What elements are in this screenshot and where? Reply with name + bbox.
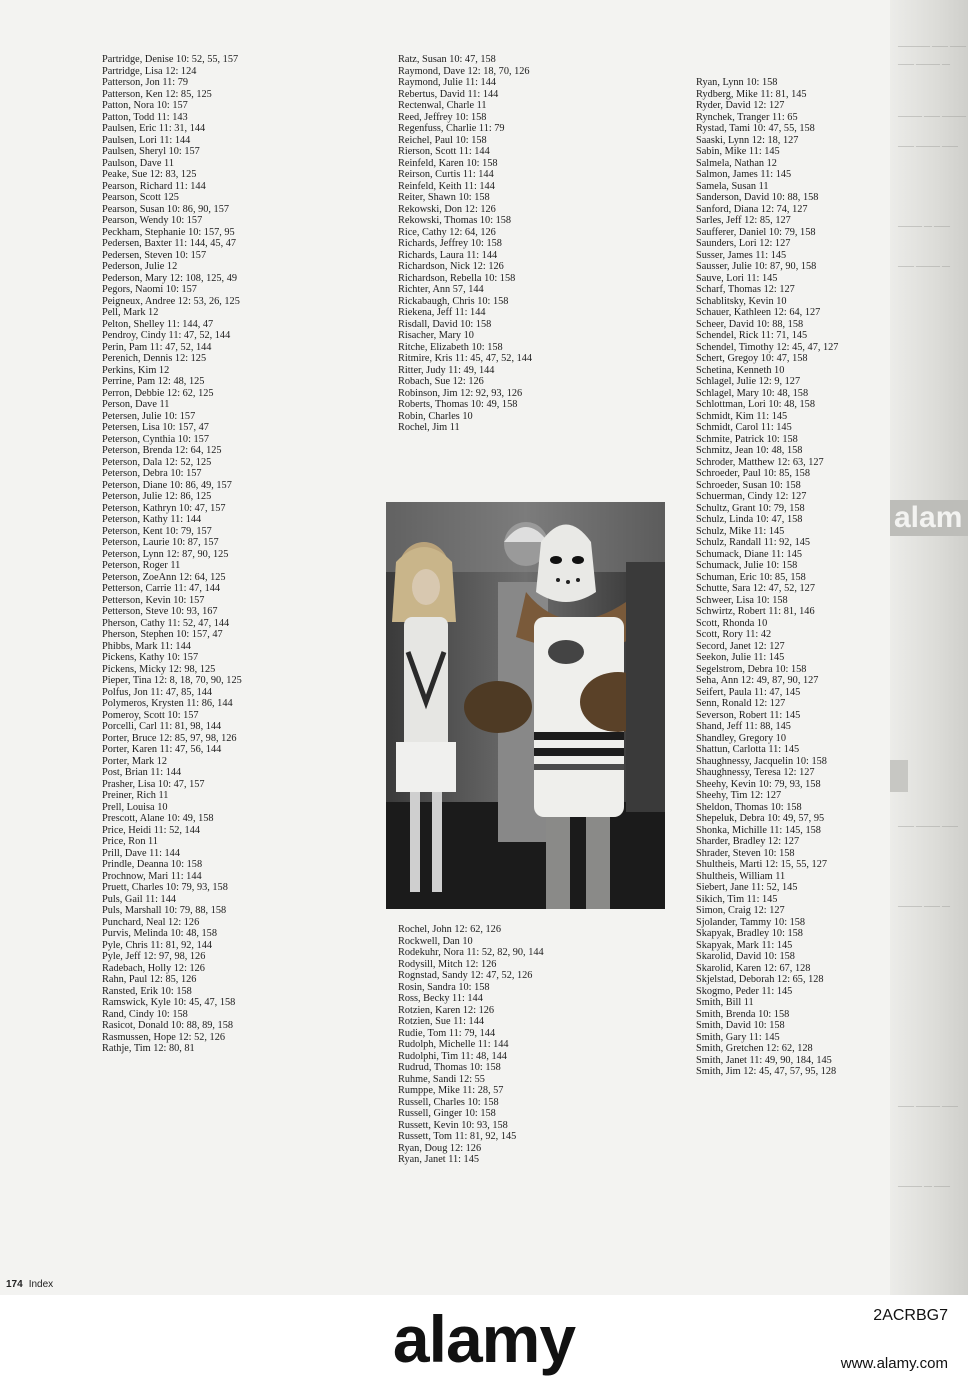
index-entry: Senn, Ronald 12: 127 bbox=[696, 698, 786, 709]
index-entry: Rand, Cindy 10: 158 bbox=[102, 1008, 188, 1020]
index-entry: Peake, Sue 12: 83, 125 bbox=[102, 169, 197, 180]
index-entry: Peterson, Diane 10: 86, 49, 157 bbox=[102, 479, 232, 491]
index-entry: Schmidt, Kim 11: 145 bbox=[696, 410, 788, 422]
photo-illustration bbox=[386, 502, 665, 909]
index-entry: Reichel, Paul 10: 158 bbox=[398, 134, 487, 146]
index-entry: Rystad, Tami 10: 47, 55, 158 bbox=[696, 123, 815, 134]
index-entry: Schetina, Kenneth 10 bbox=[696, 364, 785, 376]
index-entry: Richardson, Rebella 10: 158 bbox=[398, 272, 516, 284]
index-entry: Sanford, Diana 12: 74, 127 bbox=[696, 203, 808, 215]
index-entry: Ruhme, Sandi 12: 55 bbox=[398, 1073, 485, 1085]
index-entry: Sausser, Julie 10: 87, 90, 158 bbox=[696, 261, 817, 272]
index-entry: Post, Brian 11: 144 bbox=[102, 767, 182, 778]
index-entry: Richter, Ann 57, 144 bbox=[398, 284, 484, 295]
index-entry: Schwirtz, Robert 11: 81, 146 bbox=[696, 606, 815, 617]
index-entry: Schutte, Sara 12: 47, 52, 127 bbox=[696, 583, 815, 594]
index-entry: Rekowski, Thomas 10: 158 bbox=[398, 215, 512, 226]
index-entry: Rudie, Tom 11: 79, 144 bbox=[398, 1027, 496, 1039]
index-entry: Smith, Gary 11: 145 bbox=[696, 1031, 780, 1043]
index-entry: Rickabaugh, Chris 10: 158 bbox=[398, 295, 509, 307]
index-entry: Peterson, Cynthia 10: 157 bbox=[102, 433, 209, 445]
index-entry: Schmidt, Carol 11: 145 bbox=[696, 422, 792, 433]
index-entry: Sikich, Tim 11: 145 bbox=[696, 893, 778, 905]
index-entry: Peckham, Stephanie 10: 157, 95 bbox=[102, 226, 235, 238]
index-entry: Polfus, Jon 11: 47, 85, 144 bbox=[102, 686, 213, 698]
stock-watermark-banner bbox=[0, 1295, 968, 1390]
index-entry: Price, Ron 11 bbox=[102, 836, 158, 847]
index-entry: Schlottman, Lori 10: 48, 158 bbox=[696, 399, 815, 410]
index-entry: Shaughnessy, Teresa 12: 127 bbox=[696, 767, 815, 778]
index-entry: Ross, Becky 11: 144 bbox=[398, 993, 483, 1004]
index-entry: Prasher, Lisa 10: 47, 157 bbox=[102, 778, 205, 790]
index-entry: Ratz, Susan 10: 47, 158 bbox=[398, 54, 496, 65]
index-entry: Ritmire, Kris 11: 45, 47, 52, 144 bbox=[398, 353, 533, 364]
index-entry: Pelton, Shelley 11: 144, 47 bbox=[102, 318, 214, 330]
index-entry: Schulz, Randall 11: 92, 145 bbox=[696, 537, 811, 548]
index-entry: Risacher, Mary 10 bbox=[398, 330, 474, 341]
index-entry: Peterson, Roger 11 bbox=[102, 560, 181, 571]
index-entry: Purvis, Melinda 10: 48, 158 bbox=[102, 928, 217, 939]
index-entry: Robinson, Jim 12: 92, 93, 126 bbox=[398, 387, 523, 399]
index-entry: Peterson, Debra 10: 157 bbox=[102, 468, 202, 479]
index-entry: Prell, Louisa 10 bbox=[102, 801, 168, 813]
image-id: 2ACRBG7 bbox=[873, 1307, 948, 1324]
site-url: www.alamy.com bbox=[840, 1355, 948, 1372]
index-entry: Scott, Rory 11: 42 bbox=[696, 629, 772, 640]
index-entry: Roberts, Thomas 10: 49, 158 bbox=[398, 399, 518, 410]
index-column-3 bbox=[696, 77, 838, 1078]
index-entry: Ritter, Judy 11: 49, 144 bbox=[398, 364, 495, 376]
index-entry: Peterson, Laurie 10: 87, 157 bbox=[102, 537, 219, 548]
index-entry: Schumack, Diane 11: 145 bbox=[696, 548, 802, 560]
alamy-logo: alamy bbox=[392, 1302, 576, 1376]
index-entry: Porcelli, Carl 11: 81, 98, 144 bbox=[102, 721, 222, 732]
index-entry: Russett, Tom 11: 81, 92, 145 bbox=[398, 1131, 517, 1142]
index-entry: Rochel, John 12: 62, 126 bbox=[398, 924, 501, 935]
index-entry: Reirson, Curtis 11: 144 bbox=[398, 169, 494, 180]
index-entry: Russett, Kevin 10: 93, 158 bbox=[398, 1119, 508, 1131]
index-entry: Peterson, Lynn 12: 87, 90, 125 bbox=[102, 548, 229, 560]
index-entry: Pedersen, Baxter 11: 144, 45, 47 bbox=[102, 238, 237, 249]
index-entry: Radebach, Holly 12: 126 bbox=[102, 962, 205, 974]
index-entry: Sheehy, Tim 12: 127 bbox=[696, 790, 782, 801]
index-entry: Rahn, Paul 12: 85, 126 bbox=[102, 974, 197, 985]
index-entry: Porter, Bruce 12: 85, 97, 98, 126 bbox=[102, 732, 237, 744]
index-entry: Sjolander, Tammy 10: 158 bbox=[696, 916, 806, 928]
index-entry: Schendel, Timothy 12: 45, 47, 127 bbox=[696, 341, 839, 353]
index-entry: Porter, Mark 12 bbox=[102, 755, 168, 767]
index-entry: Pieper, Tina 12: 8, 18, 70, 90, 125 bbox=[102, 675, 242, 686]
index-entry: Scheer, David 10: 88, 158 bbox=[696, 318, 804, 330]
index-entry: Sheldon, Thomas 10: 158 bbox=[696, 801, 802, 813]
index-entry: Perenich, Dennis 12: 125 bbox=[102, 353, 207, 364]
index-entry: Risdall, David 10: 158 bbox=[398, 318, 492, 330]
index-entry: Prindle, Deanna 10: 158 bbox=[102, 859, 203, 870]
index-column-1 bbox=[102, 54, 242, 1055]
index-entry: Pickens, Micky 12: 98, 125 bbox=[102, 663, 216, 675]
index-entry: Rodysill, Mitch 12: 126 bbox=[398, 958, 497, 970]
facing-page-bleed: ———— —— —— —— ——— — ——— —— ——— —— ——— —— ——— — —— —— ——— — alam —— ——— —— ——— —— — —— ——— —— ——— — —— bbox=[890, 0, 968, 1295]
index-entry: Schroeder, Paul 10: 85, 158 bbox=[696, 468, 810, 479]
index-entry: Peterson, Julie 12: 86, 125 bbox=[102, 491, 212, 502]
index-entry: Skjelstad, Deborah 12: 65, 128 bbox=[696, 974, 824, 985]
index-entry: Schmite, Patrick 10: 158 bbox=[696, 433, 798, 445]
index-entry: Pyle, Jeff 12: 97, 98, 126 bbox=[102, 951, 206, 962]
index-entry: Smith, Gretchen 12: 62, 128 bbox=[696, 1043, 813, 1054]
index-entry: Prochnow, Mari 11: 144 bbox=[102, 870, 202, 882]
index-entry: Scott, Rhonda 10 bbox=[696, 617, 768, 629]
index-entry: Shrader, Steven 10: 158 bbox=[696, 847, 795, 859]
index-entry: Perin, Pam 11: 47, 52, 144 bbox=[102, 341, 212, 353]
index-entry: Saunders, Lori 12: 127 bbox=[696, 238, 791, 249]
index-entry: Reinfeld, Karen 10: 158 bbox=[398, 157, 498, 169]
index-entry: Ryder, David 12: 127 bbox=[696, 100, 785, 111]
index-entry: Rudolph, Michelle 11: 144 bbox=[398, 1039, 509, 1050]
index-entry: Richards, Jeffrey 10: 158 bbox=[398, 238, 502, 249]
index-entry: Skarolid, Karen 12: 67, 128 bbox=[696, 962, 811, 974]
index-entry: Schultz, Grant 10: 79, 158 bbox=[696, 502, 805, 514]
index-entry: Peterson, Kent 10: 79, 157 bbox=[102, 525, 212, 537]
index-entry: Rebertus, David 11: 144 bbox=[398, 88, 499, 100]
index-entry: Punchard, Neal 12: 126 bbox=[102, 916, 200, 928]
index-entry: Raymond, Julie 11: 144 bbox=[398, 77, 497, 88]
index-entry: Pickens, Kathy 10: 157 bbox=[102, 652, 199, 663]
index-entry: Partridge, Denise 10: 52, 55, 157 bbox=[102, 54, 239, 65]
index-entry: Perkins, Kim 12 bbox=[102, 364, 170, 376]
index-entry: Pedersen, Steven 10: 157 bbox=[102, 249, 207, 261]
index-entry: Richards, Laura 11: 144 bbox=[398, 249, 498, 261]
index-entry: Rudrud, Thomas 10: 158 bbox=[398, 1062, 501, 1073]
index-entry: Peigneux, Andree 12: 53, 26, 125 bbox=[102, 295, 240, 307]
index-entry: Segelstrom, Debra 10: 158 bbox=[696, 663, 807, 675]
index-entry: Smith, Janet 11: 49, 90, 184, 145 bbox=[696, 1054, 832, 1066]
index-entry: Schulz, Mike 11: 145 bbox=[696, 525, 785, 537]
index-entry: Peterson, Kathryn 10: 47, 157 bbox=[102, 502, 226, 514]
index-entry: Robin, Charles 10 bbox=[398, 410, 473, 422]
index-entry: Phibbs, Mark 11: 144 bbox=[102, 640, 191, 652]
index-entry: Pyle, Chris 11: 81, 92, 144 bbox=[102, 939, 213, 951]
index-entry: Pearson, Susan 10: 86, 90, 157 bbox=[102, 203, 229, 215]
index-entry: Petterson, Steve 10: 93, 167 bbox=[102, 606, 218, 617]
index-entry: Robach, Sue 12: 126 bbox=[398, 376, 484, 387]
index-entry: Rognstad, Sandy 12: 47, 52, 126 bbox=[398, 970, 533, 981]
index-entry: Samela, Susan 11 bbox=[696, 180, 769, 192]
index-entry: Richardson, Nick 12: 126 bbox=[398, 261, 504, 272]
index-entry: Puls, Marshall 10: 79, 88, 158 bbox=[102, 905, 227, 916]
index-entry: Regenfuss, Charlie 11: 79 bbox=[398, 123, 505, 134]
section-label: Index bbox=[28, 1279, 54, 1290]
index-entry: Shepeluk, Debra 10: 49, 57, 95 bbox=[696, 813, 825, 824]
index-entry: Salmela, Nathan 12 bbox=[696, 157, 777, 169]
index-entry: Russell, Charles 10: 158 bbox=[398, 1096, 499, 1108]
index-entry: Schweer, Lisa 10: 158 bbox=[696, 594, 788, 606]
index-entry: Perron, Debbie 12: 62, 125 bbox=[102, 387, 214, 399]
index-entry: Paulsen, Sheryl 10: 157 bbox=[102, 146, 200, 157]
index-entry: Patterson, Ken 12: 85, 125 bbox=[102, 88, 212, 100]
index-entry: Pomeroy, Scott 10: 157 bbox=[102, 709, 199, 721]
index-entry: Partridge, Lisa 12: 124 bbox=[102, 65, 197, 77]
index-entry: Siebert, Jane 11: 52, 145 bbox=[696, 882, 798, 893]
index-entry: Preiner, Rich 11 bbox=[102, 790, 169, 801]
index-entry: Shattun, Carlotta 11: 145 bbox=[696, 744, 800, 755]
index-entry: Pearson, Richard 11: 144 bbox=[102, 180, 206, 192]
index-column-2-bottom bbox=[398, 924, 544, 1166]
index-entry: Rydberg, Mike 11: 81, 145 bbox=[696, 88, 807, 100]
index-entry: Schendel, Rick 11: 71, 145 bbox=[696, 330, 808, 341]
index-entry: Patterson, Jon 11: 79 bbox=[102, 77, 188, 88]
index-entry: Petersen, Lisa 10: 157, 47 bbox=[102, 422, 209, 433]
page-footer bbox=[6, 1279, 53, 1290]
index-entry: Sabin, Mike 11: 145 bbox=[696, 146, 780, 157]
index-entry: Ryan, Janet 11: 145 bbox=[398, 1154, 479, 1165]
index-entry: Schauer, Kathleen 12: 64, 127 bbox=[696, 307, 821, 318]
index-entry: Prescott, Alane 10: 49, 158 bbox=[102, 813, 214, 824]
index-entry: Smith, Brenda 10: 158 bbox=[696, 1008, 790, 1020]
index-entry: Petterson, Carrie 11: 47, 144 bbox=[102, 583, 221, 594]
index-entry: Peterson, Dala 12: 52, 125 bbox=[102, 456, 212, 468]
index-entry: Shand, Jeff 11: 88, 145 bbox=[696, 721, 791, 732]
index-entry: Sauve, Lori 11: 145 bbox=[696, 272, 778, 284]
index-entry: Polymeros, Krysten 11: 86, 144 bbox=[102, 698, 233, 709]
index-entry: Petersen, Julie 10: 157 bbox=[102, 410, 196, 422]
index-entry: Simon, Craig 12: 127 bbox=[696, 905, 785, 916]
index-entry: Ryan, Doug 12: 126 bbox=[398, 1142, 482, 1154]
index-entry: Shultheis, Marti 12: 15, 55, 127 bbox=[696, 859, 827, 870]
index-entry: Sheehy, Kevin 10: 79, 93, 158 bbox=[696, 778, 821, 790]
index-entry: Peterson, ZoeAnn 12: 64, 125 bbox=[102, 571, 226, 583]
index-entry: Paulsen, Lori 11: 144 bbox=[102, 134, 191, 146]
index-entry: Schuman, Eric 10: 85, 158 bbox=[696, 571, 806, 583]
index-entry: Schroeder, Susan 10: 158 bbox=[696, 479, 801, 491]
index-entry: Saaski, Lynn 12: 18, 127 bbox=[696, 134, 799, 146]
index-entry: Pederson, Mary 12: 108, 125, 49 bbox=[102, 272, 237, 284]
index-entry: Rasmussen, Hope 12: 52, 126 bbox=[102, 1031, 225, 1043]
index-entry: Pell, Mark 12 bbox=[102, 307, 159, 318]
index-entry: Schert, Gregoy 10: 47, 158 bbox=[696, 353, 808, 364]
index-entry: Rice, Cathy 12: 64, 126 bbox=[398, 226, 496, 238]
index-entry: Rodekuhr, Nora 11: 52, 82, 90, 144 bbox=[398, 947, 544, 958]
index-entry: Rotzien, Karen 12: 126 bbox=[398, 1004, 495, 1016]
index-entry: Schulz, Linda 10: 47, 158 bbox=[696, 514, 803, 525]
index-entry: Skapyak, Bradley 10: 158 bbox=[696, 928, 803, 939]
index-entry: Rudolphi, Tim 11: 48, 144 bbox=[398, 1050, 507, 1062]
index-entry: Secord, Janet 12: 127 bbox=[696, 640, 785, 652]
index-entry: Pruett, Charles 10: 79, 93, 158 bbox=[102, 882, 228, 893]
index-entry: Rochel, Jim 11 bbox=[398, 422, 460, 433]
index-entry: Raymond, Dave 12: 18, 70, 126 bbox=[398, 65, 530, 77]
index-entry: Price, Heidi 11: 52, 144 bbox=[102, 824, 200, 836]
index-entry: Peterson, Brenda 12: 64, 125 bbox=[102, 445, 222, 456]
index-entry: Patton, Todd 11: 143 bbox=[102, 111, 188, 123]
index-entry: Russell, Ginger 10: 158 bbox=[398, 1108, 496, 1119]
index-entry: Prill, Dave 11: 144 bbox=[102, 847, 180, 859]
index-entry: Severson, Robert 11: 145 bbox=[696, 709, 801, 721]
index-entry: Smith, Bill 11 bbox=[696, 997, 754, 1008]
index-entry: Schroder, Matthew 12: 63, 127 bbox=[696, 456, 824, 468]
facing-page-heading-fragment: alam bbox=[890, 500, 968, 536]
index-entry: Schlagel, Julie 12: 9, 127 bbox=[696, 376, 801, 387]
index-entry: Sanderson, David 10: 88, 158 bbox=[696, 192, 819, 203]
index-entry: Rockwell, Dan 10 bbox=[398, 935, 473, 947]
index-entry: Person, Dave 11 bbox=[102, 399, 170, 410]
index-entry: Rosin, Sandra 10: 158 bbox=[398, 981, 490, 993]
index-entry: Schmitz, Jean 10: 48, 158 bbox=[696, 445, 803, 456]
index-entry: Smith, David 10: 158 bbox=[696, 1020, 785, 1031]
index-entry: Ritche, Elizabeth 10: 158 bbox=[398, 341, 503, 353]
index-entry: Shandley, Gregory 10 bbox=[696, 732, 786, 744]
index-entry: Rumppe, Mike 11: 28, 57 bbox=[398, 1085, 504, 1096]
index-entry: Skogmo, Peder 11: 145 bbox=[696, 985, 793, 997]
index-entry: Pegors, Naomi 10: 157 bbox=[102, 284, 197, 295]
index-entry: Pherson, Stephen 10: 157, 47 bbox=[102, 629, 223, 640]
index-entry: Ransted, Erik 10: 158 bbox=[102, 985, 192, 997]
index-entry: Skapyak, Mark 11: 145 bbox=[696, 939, 793, 951]
index-entry: Susser, James 11: 145 bbox=[696, 249, 787, 261]
index-entry: Salmon, James 11: 145 bbox=[696, 169, 792, 180]
index-entry: Reed, Jeffrey 10: 158 bbox=[398, 111, 487, 123]
index-entry: Paulson, Dave 11 bbox=[102, 157, 174, 169]
index-entry: Seha, Ann 12: 49, 87, 90, 127 bbox=[696, 675, 819, 686]
index-entry: Porter, Karen 11: 47, 56, 144 bbox=[102, 744, 222, 755]
index-entry: Pearson, Wendy 10: 157 bbox=[102, 215, 203, 226]
photo-goalie-mask-hockey-costume bbox=[386, 502, 665, 909]
index-entry: Rasicot, Donald 10: 88, 89, 158 bbox=[102, 1020, 233, 1031]
index-entry: Rectenwal, Charle 11 bbox=[398, 100, 487, 111]
index-entry: Sharder, Bradley 12: 127 bbox=[696, 836, 800, 847]
index-entry: Sarles, Jeff 12: 85, 127 bbox=[696, 215, 791, 226]
index-entry: Peterson, Kathy 11: 144 bbox=[102, 514, 202, 525]
index-entry: Reinfeld, Keith 11: 144 bbox=[398, 180, 495, 192]
index-entry: Rierson, Scott 11: 144 bbox=[398, 146, 490, 157]
index-entry: Shultheis, William 11 bbox=[696, 870, 786, 882]
index-entry: Ryan, Lynn 10: 158 bbox=[696, 77, 778, 88]
index-entry: Reiter, Shawn 10: 158 bbox=[398, 192, 490, 203]
index-entry: Petterson, Kevin 10: 157 bbox=[102, 594, 205, 606]
index-entry: Rathje, Tim 12: 80, 81 bbox=[102, 1043, 195, 1054]
index-entry: Seekon, Julie 11: 145 bbox=[696, 652, 785, 663]
index-entry: Saufferer, Daniel 10: 79, 158 bbox=[696, 226, 816, 238]
index-entry: Seifert, Paula 11: 47, 145 bbox=[696, 686, 801, 698]
index-entry: Pherson, Cathy 11: 52, 47, 144 bbox=[102, 617, 230, 629]
index-entry: Paulsen, Eric 11: 31, 144 bbox=[102, 123, 206, 134]
index-entry: Rynchek, Tranger 11: 65 bbox=[696, 111, 798, 123]
index-entry: Pearson, Scott 125 bbox=[102, 192, 179, 203]
index-entry: Riekena, Jeff 11: 144 bbox=[398, 307, 486, 318]
index-entry: Ramswick, Kyle 10: 45, 47, 158 bbox=[102, 997, 236, 1008]
index-entry: Patton, Nora 10: 157 bbox=[102, 100, 188, 111]
page-number: 174 bbox=[6, 1279, 23, 1290]
index-entry: Scharf, Thomas 12: 127 bbox=[696, 284, 795, 295]
index-column-2-top bbox=[398, 54, 532, 434]
index-entry: Rotzien, Sue 11: 144 bbox=[398, 1016, 484, 1027]
index-entry: Smith, Jim 12: 45, 47, 57, 95, 128 bbox=[696, 1066, 837, 1077]
index-entry: Pederson, Julie 12 bbox=[102, 261, 178, 272]
index-entry: Schumack, Julie 10: 158 bbox=[696, 560, 798, 571]
index-entry: Puls, Gail 11: 144 bbox=[102, 893, 176, 905]
index-entry: Shonka, Michille 11: 145, 158 bbox=[696, 824, 821, 836]
index-entry: Perrine, Pam 12: 48, 125 bbox=[102, 376, 205, 387]
index-entry: Shaughnessy, Jacquelin 10: 158 bbox=[696, 755, 827, 767]
index-entry: Skarolid, David 10: 158 bbox=[696, 951, 795, 962]
index-entry: Rekowski, Don 12: 126 bbox=[398, 203, 496, 215]
index-entry: Schlagel, Mary 10: 48, 158 bbox=[696, 387, 809, 399]
index-entry: Schuerman, Cindy 12: 127 bbox=[696, 491, 807, 502]
index-entry: Schablitsky, Kevin 10 bbox=[696, 295, 787, 307]
index-entry: Pendroy, Cindy 11: 47, 52, 144 bbox=[102, 330, 231, 341]
